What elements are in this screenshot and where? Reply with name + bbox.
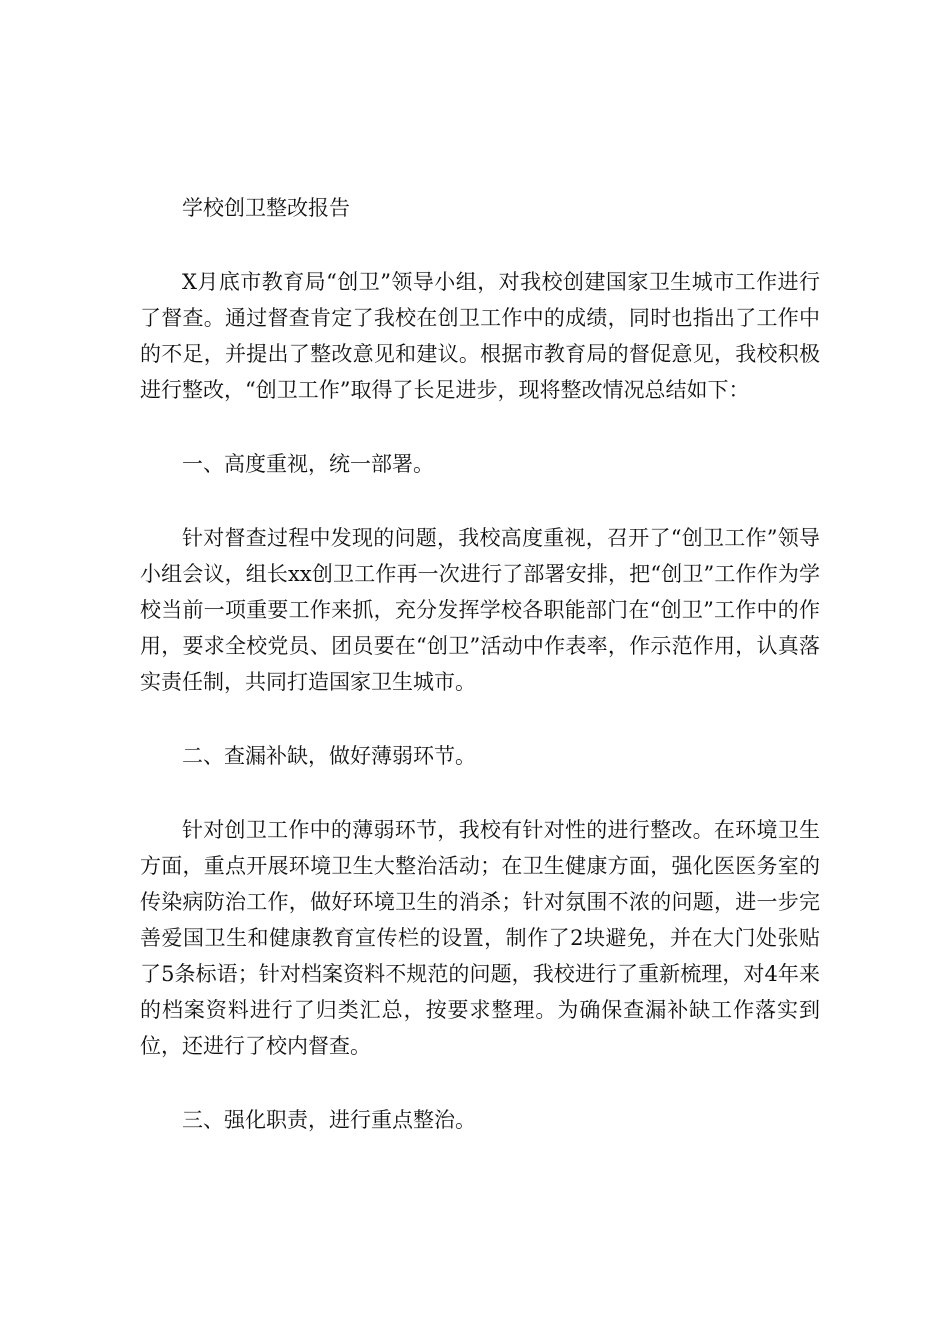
section-heading-1: 一、高度重视，统一部署。 (182, 452, 434, 476)
intro-paragraph: X月底市教育局“创卫”领导小组，对我校创建国家卫生城市工作进行了督查。通过督查肯定了我校在创卫工作中的成绩，同时也指出了工作中的不足，并提出了整改意见和建议。根据市教育局的督促意见，我校积极进行整改，“创卫工作”取得了长足进步，现将整改情况总结如下： (140, 270, 820, 402)
section-heading-2: 二、查漏补缺，做好薄弱环节。 (182, 744, 476, 768)
section-2-paragraph: 针对创卫工作中的薄弱环节，我校有针对性的进行整改。在环境卫生方面，重点开展环境卫生大整治活动；在卫生健康方面，强化医医务室的传染病防治工作，做好环境卫生的消杀；针对氛围不浓的问题，进一步完善爱国卫生和健康教育宣传栏的设置，制作了2块避免，并在大门处张贴了5条标语；针对档案资料不规范的问题，我校进行了重新梳理，对4年来的档案资料进行了归类汇总，按要求整理。为确保查漏补缺工作落实到位，还进行了校内督查。 (140, 818, 820, 1058)
document-title: 学校创卫整改报告 (182, 196, 350, 220)
section-1-paragraph: 针对督查过程中发现的问题，我校高度重视，召开了“创卫工作”领导小组会议，组长xx创卫工作再一次进行了部署安排，把“创卫”工作作为学校当前一项重要工作来抓，充分发挥学校各职能部门在“创卫”工作中的作用，要求全校党员、团员要在“创卫”活动中作表率，作示范作用，认真落实责任制，共同打造国家卫生城市。 (140, 526, 820, 694)
document-body (140, 190, 820, 1176)
section-heading-3: 三、强化职责，进行重点整治。 (182, 1108, 476, 1132)
